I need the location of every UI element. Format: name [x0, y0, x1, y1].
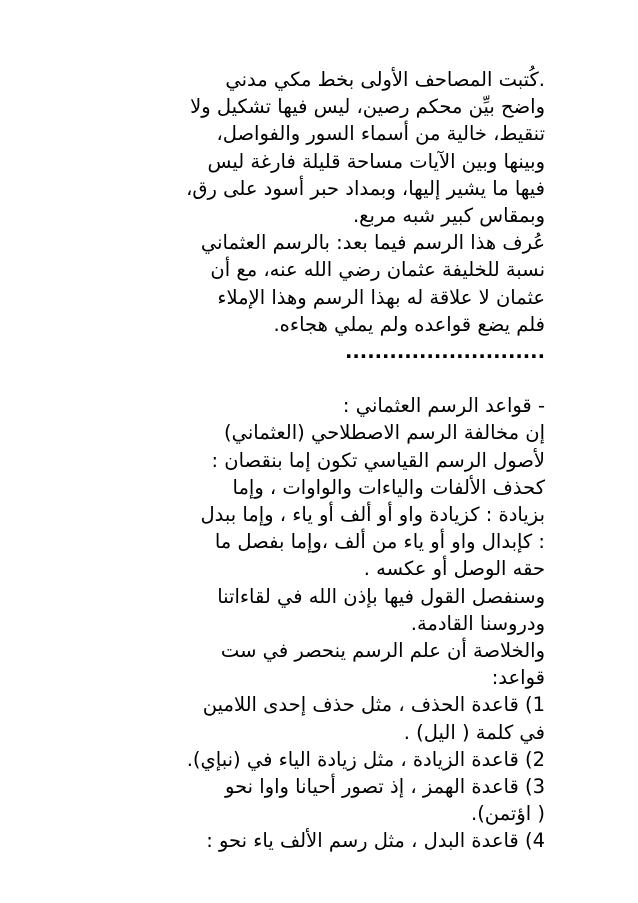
text-line: وبينها وبين الآيات مساحة قليلة فارغة ليس	[207, 149, 545, 173]
text-line: عُرف هذا الرسم فيما بعد: بالرسم العثماني	[200, 231, 545, 255]
text-line: فيها ما يشير إليها، وبمداد حبر أسود على رق،	[186, 176, 545, 200]
list-item-rule-4: 4) قاعدة البدل ، مثل رسم الألف ياء نحو :	[206, 829, 545, 853]
section-heading: - قواعد الرسم العثماني :	[342, 394, 545, 418]
list-item-rule-1: 1) قاعدة الحذف ، مثل حذف إحدى اللامين	[202, 693, 545, 717]
text-line: إن مخالفة الرسم الاصطلاحي (العثماني)	[224, 421, 545, 445]
list-item-rule-3: 3) قاعدة الهمز ، إذ تصور أحيانا واوا نحو	[225, 774, 545, 798]
text-line: وبمقاس كبير شبه مربع.	[352, 203, 545, 227]
text-line: كحذف الألفات والياءات والواوات ، وإما	[232, 475, 545, 499]
text-line: قواعد:	[491, 666, 545, 690]
text-line: .كُتبت المصاحف الأولى بخط مكي مدني	[225, 68, 545, 91]
text-line: تنقيط، خالية من أسماء السور والفواصل،	[216, 122, 545, 146]
text-line: : كإبدال واو أو ياء من ألف ،وإما بفصل ما	[214, 530, 545, 554]
text-line: نسبة للخليفة عثمان رضي الله عنه، مع أن	[210, 258, 545, 282]
text-line: لأصول الرسم القياسي تكون إما بنقصان :	[211, 448, 545, 472]
document-text	[95, 66, 545, 854]
text-line: ودروسنا القادمة.	[410, 611, 545, 635]
text-line: فلم يضع قواعده ولم يملي هجاءه.	[273, 312, 545, 336]
text-line: بزيادة : كزيادة واو أو ألف أو ياء ، وإما ببدل	[200, 503, 545, 526]
blank-line	[95, 365, 545, 392]
text-line: والخلاصة أن علم الرسم ينحصر في ست	[220, 638, 545, 662]
text-line: وسنفصل القول فيها بإذن الله في لقاءاتنا	[217, 584, 545, 608]
text-line: حقه الوصل أو عكسه .	[363, 557, 545, 581]
list-item-rule-2: 2) قاعدة الزيادة ، مثل زيادة الياء في (نبإي).	[186, 747, 545, 771]
text-line: عثمان لا علاقة له بهذا الرسم وهذا الإملاء	[217, 285, 545, 309]
dotted-separator: ...........................	[344, 339, 545, 363]
text-line: واضح بيِّن محكم رصين، ليس فيها تشكيل ولا	[190, 95, 545, 119]
text-line: في كلمة ( اليل) .	[403, 720, 545, 744]
text-line: ( اؤتمن).	[471, 802, 545, 826]
